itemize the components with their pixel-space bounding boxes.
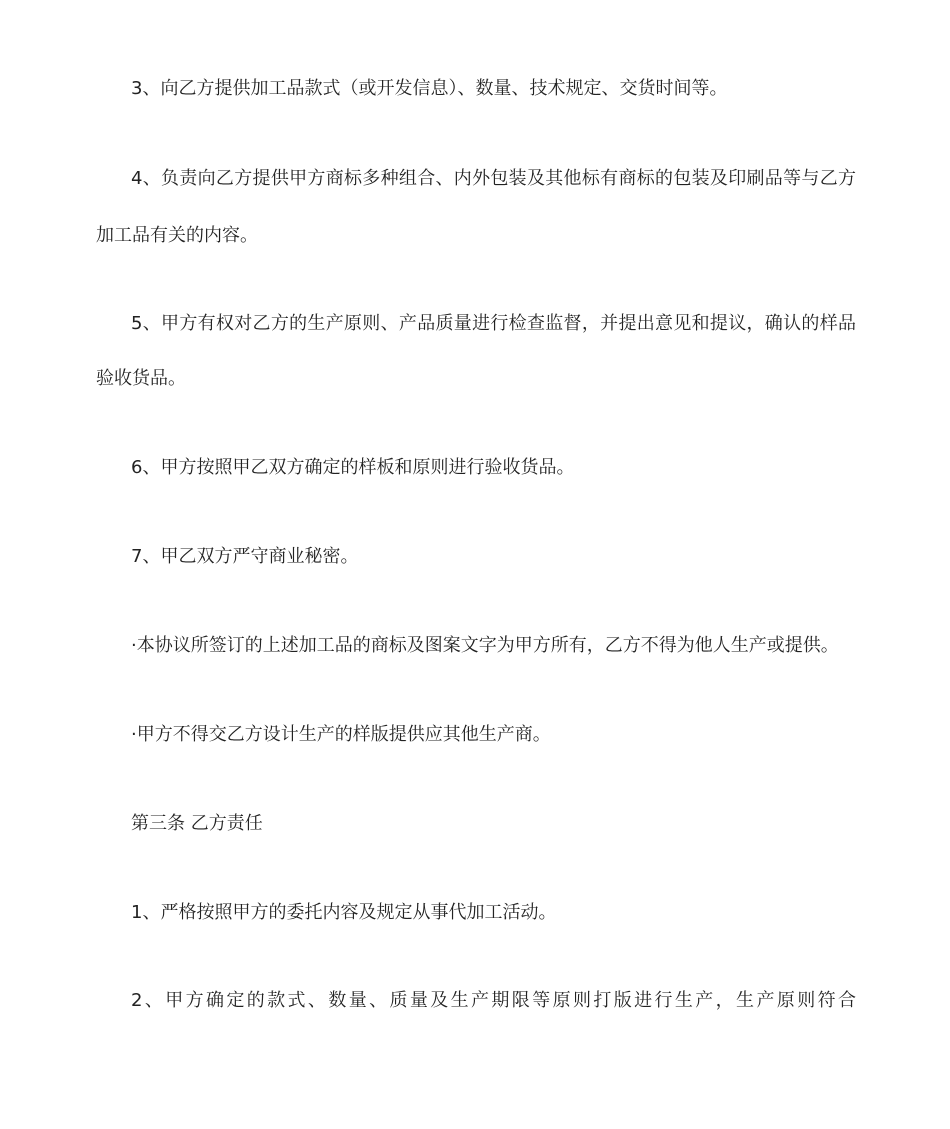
section-heading-article-3: 第三条 乙方责任 [131,813,263,834]
clause-4-line-1: 4、负责向乙方提供甲方商标多种组合、内外包装及其他标有商标的包装及印刷品等与乙方 [131,168,856,189]
bullet-trademark-line: ·本协议所签订的上述加工品的商标及图案文字为甲方所有，乙方不得为他人生产或提供。 [131,635,839,656]
clause-7-line: 7、甲乙双方严守商业秘密。 [131,546,359,567]
clause-4-line-2: 加工品有关的内容。 [96,225,258,246]
clause-5-line-2: 验收货品。 [96,368,186,389]
clause-6-line: 6、甲方按照甲乙双方确定的样板和原则进行验收货品。 [131,457,575,478]
party-b-clause-1-line: 1、严格按照甲方的委托内容及规定从事代加工活动。 [131,902,557,923]
bullet-sample-line: ·甲方不得交乙方设计生产的样版提供应其他生产商。 [131,724,551,745]
clause-3-line: 3、向乙方提供加工品款式（或开发信息）、数量、技术规定、交货时间等。 [131,78,728,99]
clause-5-line-1: 5、甲方有权对乙方的生产原则、产品质量进行检查监督，并提出意见和提议，确认的样品 [131,313,856,334]
party-b-clause-2-line: 2、甲方确定的款式、数量、质量及生产期限等原则打版进行生产，生产原则符合 [131,990,856,1011]
